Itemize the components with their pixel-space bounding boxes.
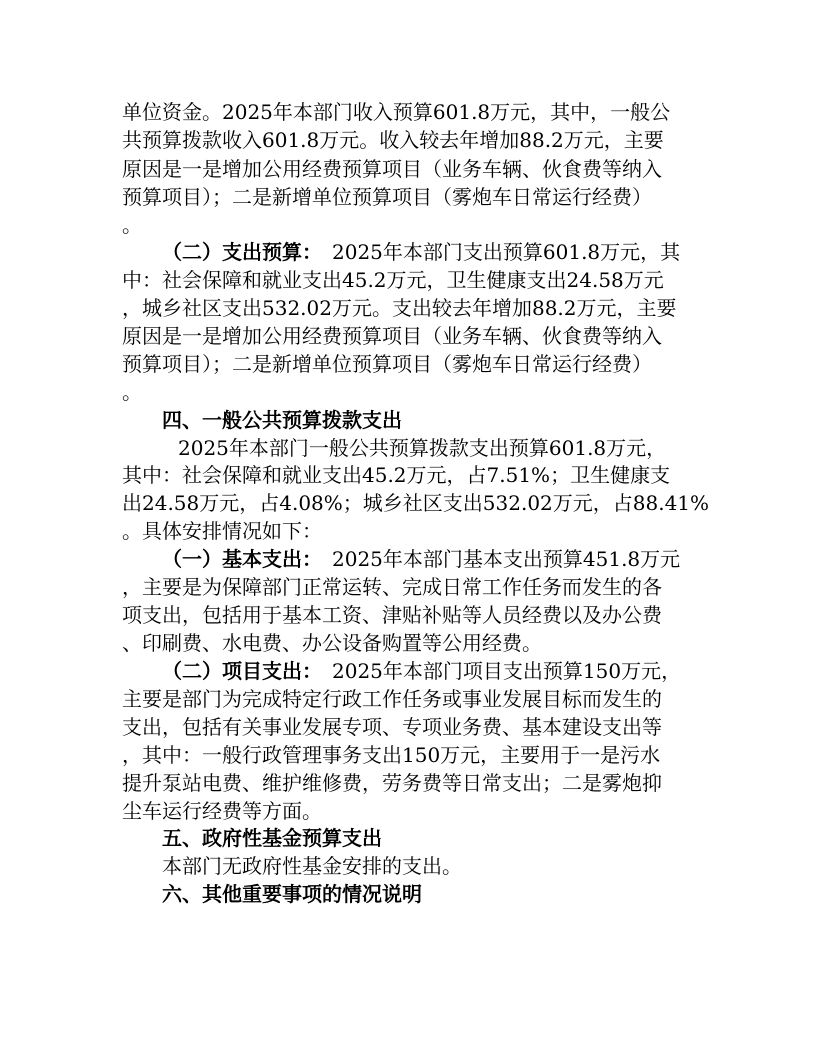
subheading-basic-expense: （一）基本支出：	[162, 547, 322, 571]
section-heading: 五、政府性基金预算支出	[162, 826, 382, 850]
text-line: ，城乡社区支出532.02万元。支出较去年增加88.2万元，主要	[122, 296, 677, 320]
text-line: 提升泵站电费、维护维修费，劳务费等日常支出；二是雾炮抑	[122, 771, 662, 795]
text-line: 2025年本部门项目支出预算150万元，	[332, 659, 682, 683]
text-line: 原因是一是增加公用经费预算项目（业务车辆、伙食费等纳入	[122, 324, 662, 348]
text-line: 共预算拨款收入601.8万元。收入较去年增加88.2万元，主要	[122, 128, 664, 152]
section-heading: 四、一般公共预算拨款支出	[162, 408, 402, 432]
text-line: 项支出，包括用于基本工资、津贴补贴等人员经费以及办公费	[122, 603, 662, 627]
text-line: 尘车运行经费等方面。	[122, 799, 322, 823]
text-line: 。	[122, 213, 142, 237]
text-line: 中：社会保障和就业支出45.2万元，卫生健康支出24.58万元	[122, 268, 664, 292]
text-line: 2025年本部门基本支出预算451.8万元	[332, 547, 681, 571]
section-heading: 六、其他重要事项的情况说明	[162, 882, 422, 906]
text-line: 预算项目）；二是新增单位预算项目（雾炮车日常运行经费）	[122, 185, 652, 209]
text-line: ，其中：一般行政管理事务支出150万元，主要用于一是污水	[122, 743, 661, 767]
subheading-expense-budget: （二）支出预算：	[162, 240, 322, 264]
text-line: 原因是一是增加公用经费预算项目（业务车辆、伙食费等纳入	[122, 157, 662, 181]
text-line: 主要是部门为完成特定行政工作任务或事业发展目标而发生的	[122, 687, 662, 711]
text-line: 。具体安排情况如下：	[122, 519, 322, 543]
text-line: 出24.58万元，占4.08%；城乡社区支出532.02万元，占88.41%	[122, 491, 710, 515]
subheading-project-expense: （二）项目支出：	[162, 659, 322, 683]
text-line: 2025年本部门支出预算601.8万元，其	[332, 240, 681, 264]
text-line: 本部门无政府性基金安排的支出。	[162, 854, 462, 878]
text-line: 支出，包括有关事业发展专项、专项业务费、基本建设支出等	[122, 715, 662, 739]
text-line: 预算项目）；二是新增单位预算项目（雾炮车日常运行经费）	[122, 352, 652, 376]
text-line: ，主要是为保障部门正常运转、完成日常工作任务而发生的各	[122, 575, 662, 599]
text-line: 、印刷费、水电费、办公设备购置等公用经费。	[122, 631, 542, 655]
text-line: 单位资金。2025年本部门收入预算601.8万元，其中，一般公	[122, 100, 671, 124]
text-line: 2025年本部门一般公共预算拨款支出预算601.8万元，	[178, 436, 667, 460]
text-line: 其中：社会保障和就业支出45.2万元，占7.51%；卫生健康支	[122, 463, 671, 487]
text-line: 。	[122, 380, 142, 404]
